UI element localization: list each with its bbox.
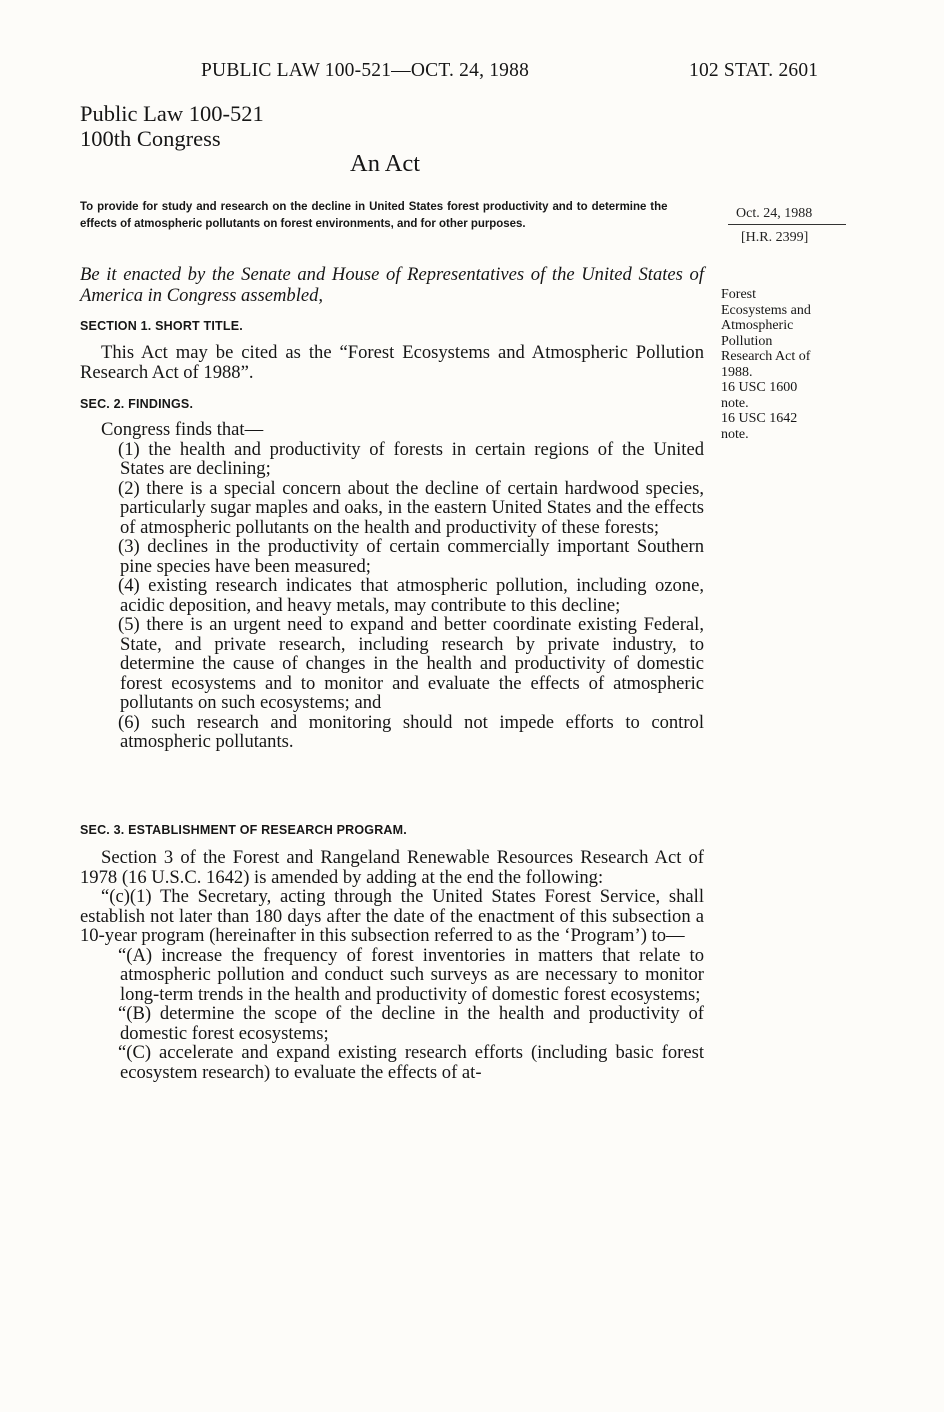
section-2-heading: SEC. 2. FINDINGS.: [80, 397, 194, 411]
sidebar-date: Oct. 24, 1988: [736, 206, 813, 221]
section-3-intro: Section 3 of the Forest and Rangeland Renewable Resources Research Act of 1978 (16 U.S.C. 1642) is amended by adding at the end the following:: [80, 847, 704, 888]
program-item: “(C) accelerate and expand existing research efforts (including basic forest ecosystem research) to evaluate the effects of at-: [118, 1042, 704, 1083]
finding-item: (2) there is a special concern about the decline of certain hardwood species, particularly sugar maples and oaks, in the eastern United States and the effects of atmospheric pollutants on the health and productivity of these forests;: [118, 477, 704, 538]
sidenote-line: note.: [721, 426, 749, 442]
finding-item: (6) such research and monitoring should not impede efforts to control atmospheric pollutants.: [118, 711, 704, 752]
sidenote-line: 16 USC 1600: [721, 380, 798, 395]
program-item: “(B) determine the scope of the decline in the health and productivity of domestic forest ecosystems;: [118, 1003, 704, 1044]
sidenote-line: 16 USC 1642: [721, 411, 798, 426]
findings-intro: Congress finds that—: [101, 419, 264, 440]
law-title-block: [80, 101, 264, 151]
sidenote-line: Forest: [721, 287, 756, 302]
finding-item: (5) there is an urgent need to expand and better coordinate existing Federal, State, and private research, including research by private industry, to determine the cause of changes in the health and productivity of domestic forest ecosystems and to monitor and evaluate the effects of atmospheric pollutants on such ecosystems; and: [118, 614, 704, 713]
section-1-body: [80, 343, 704, 382]
section-3-heading: SEC. 3. ESTABLISHMENT OF RESEARCH PROGRAM.: [80, 823, 407, 837]
finding-item: (1) the health and productivity of forests in certain regions of the United States are declining;: [118, 438, 704, 479]
sidenote-line: Atmospheric: [721, 318, 794, 333]
running-header-page: 102 STAT. 2601: [689, 60, 819, 81]
law-number: Public Law 100-521: [80, 101, 264, 126]
running-header-citation: PUBLIC LAW 100-521—OCT. 24, 1988: [201, 60, 530, 81]
sidebar-rule: [728, 224, 846, 225]
section-3-body: [80, 848, 704, 1082]
section-1-heading: SECTION 1. SHORT TITLE.: [80, 319, 243, 333]
sidebar-notes: [721, 287, 811, 442]
purpose-clause: To provide for study and research on the decline in United States forest productivity and to determine the effects of atmospheric pollutants on forest environments, and for other purposes.: [80, 199, 668, 230]
sidenote-line: Research Act of: [721, 349, 811, 364]
sidenote-line: Pollution: [721, 333, 773, 349]
finding-item: (4) existing research indicates that atmospheric pollution, including ozone, acidic deposition, and heavy metals, may contribute to this decline;: [118, 575, 704, 616]
section-3-c1: “(c)(1) The Secretary, acting through the United States Forest Service, shall establish not later than 180 days after the date of the enactment of this subsection a 10-year program (hereinafter in this subsection referred to as the ‘Program’) to—: [80, 886, 704, 946]
section-1-text: This Act may be cited as the “Forest Ecosystems and Atmospheric Pollution Research Act of 1988”.: [80, 342, 704, 383]
sidenote-line: Ecosystems and: [721, 302, 811, 318]
program-item: “(A) increase the frequency of forest inventories in matters that relate to atmospheric pollution and conduct such surveys as are necessary to monitor long-term trends in the health and productivity of domestic forest ecosystems;: [118, 944, 704, 1005]
enacting-clause: Be it enacted by the Senate and House of Representatives of the United States of America in Congress assembled,: [80, 264, 704, 306]
section-2-body: [80, 420, 704, 752]
sidebar-bill: [H.R. 2399]: [741, 230, 809, 245]
finding-item: (3) declines in the productivity of certain commercially important Southern pine species have been measured;: [118, 536, 704, 577]
congress: 100th Congress: [80, 126, 221, 151]
sidenote-line: 1988.: [721, 364, 753, 380]
sidenote-line: note.: [721, 395, 749, 411]
act-title: An Act: [350, 150, 421, 177]
